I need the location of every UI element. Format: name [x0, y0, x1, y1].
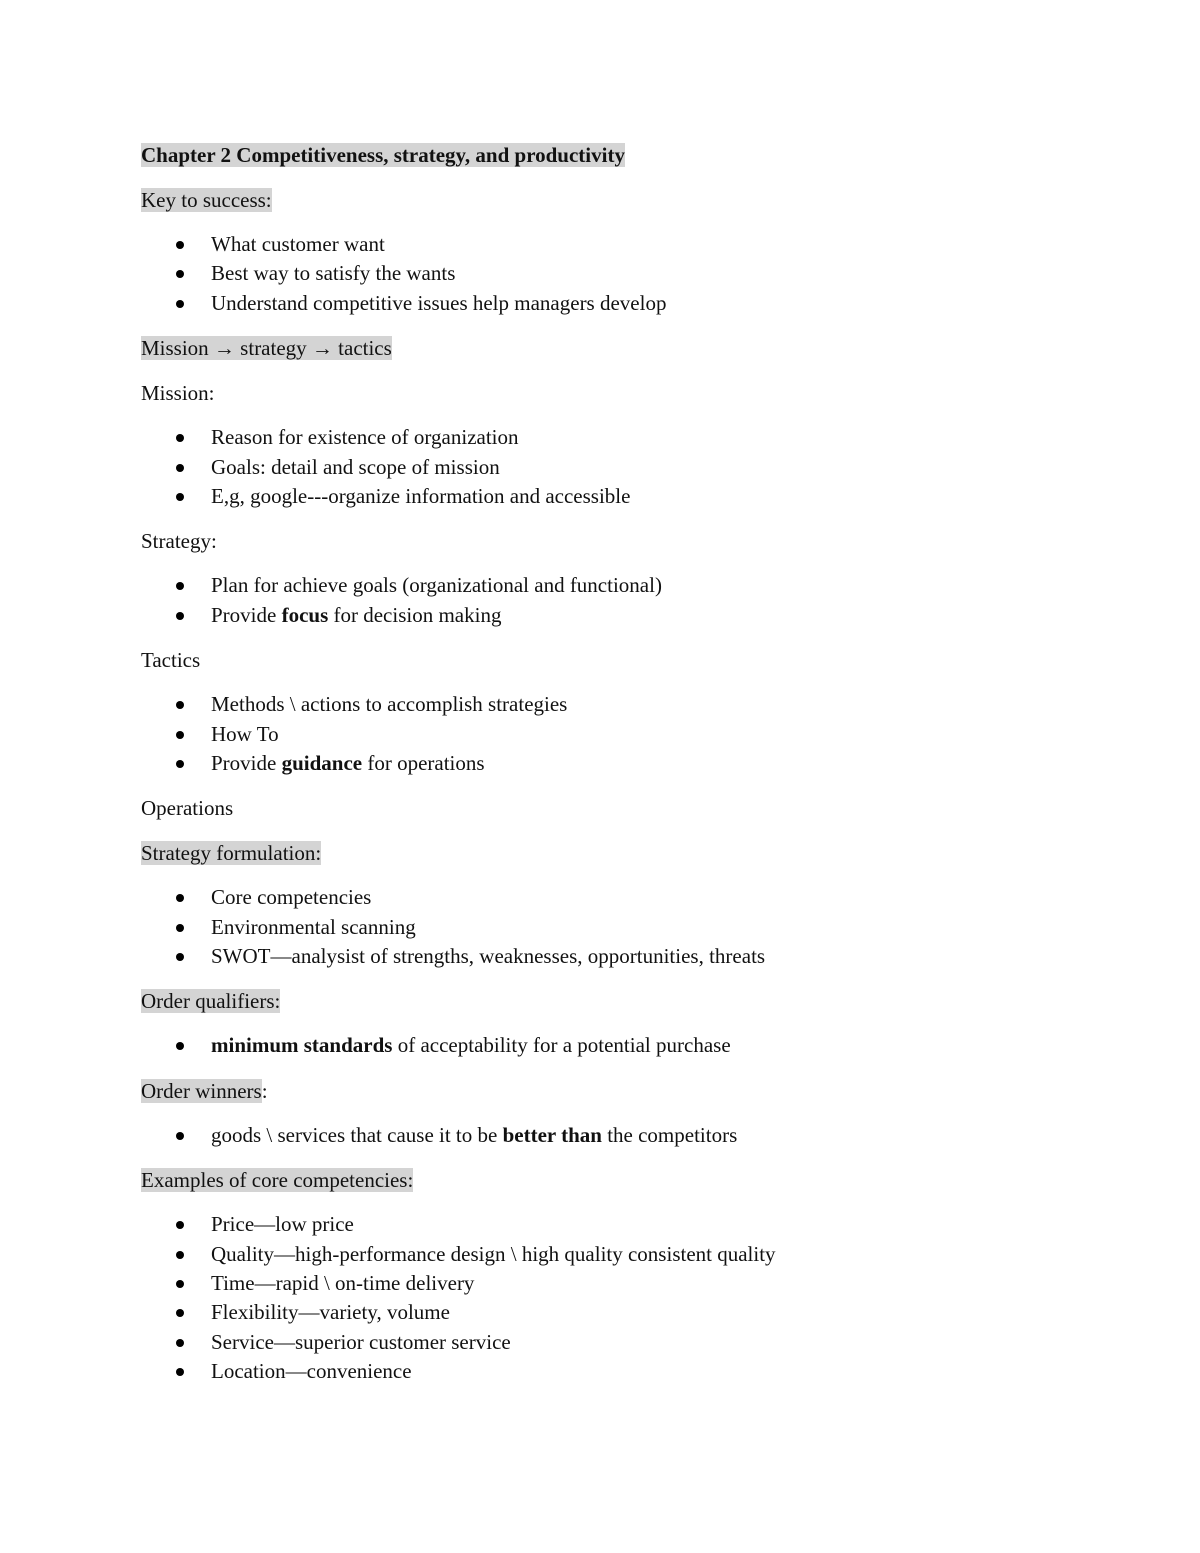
strategy-formulation-list	[141, 883, 1101, 971]
item-text: of acceptability for a potential purchase	[392, 1033, 731, 1058]
order-qualifiers-heading: Order qualifiers:	[141, 989, 281, 1014]
list-item: Goals: detail and scope of mission	[141, 453, 1101, 482]
list-item: Location—convenience	[141, 1357, 1101, 1386]
core-competencies-heading: Examples of core competencies:	[141, 1168, 414, 1193]
list-item	[141, 601, 1101, 630]
list-item: Best way to satisfy the wants	[141, 259, 1101, 288]
tactics-heading: Tactics	[141, 648, 201, 673]
key-to-success-heading: Key to success:	[141, 188, 272, 212]
list-item: How To	[141, 720, 1101, 749]
list-item: What customer want	[141, 230, 1101, 259]
list-item: Understand competitive issues help managers develop	[141, 289, 1101, 318]
order-qualifiers-heading-paragraph	[141, 986, 1101, 1016]
bold-term: focus	[281, 602, 329, 627]
core-competencies-heading-paragraph	[141, 1165, 1101, 1195]
list-item: E,g, google---organize information and accessible	[141, 482, 1101, 511]
list-item	[141, 749, 1101, 778]
item-text: the competitors	[601, 1122, 738, 1147]
bold-term: better than	[502, 1122, 602, 1147]
strategy-list	[141, 571, 1101, 630]
mission-heading: Mission:	[141, 381, 215, 406]
mission-strategy-tactics-flow: Mission → strategy → tactics	[141, 336, 392, 361]
core-competencies-list	[141, 1210, 1101, 1386]
strategy-heading: Strategy:	[141, 529, 217, 554]
list-item: Environmental scanning	[141, 913, 1101, 942]
strategy-formulation-heading-paragraph	[141, 838, 1101, 868]
list-item: Reason for existence of organization	[141, 423, 1101, 452]
strategy-formulation-heading: Strategy formulation:	[141, 841, 322, 866]
item-text: goods \ services that cause it to be	[211, 1122, 503, 1147]
item-text: Provide	[211, 602, 282, 627]
list-item: Flexibility—variety, volume	[141, 1298, 1101, 1327]
list-item	[141, 1031, 1101, 1060]
order-winners-heading-paragraph	[141, 1076, 1101, 1106]
tactics-list	[141, 690, 1101, 778]
item-text: for decision making	[328, 602, 502, 627]
order-winners-heading-suffix: :	[261, 1078, 268, 1103]
list-item: Service—superior customer service	[141, 1328, 1101, 1357]
list-item	[141, 1121, 1101, 1150]
chapter-title-paragraph	[141, 140, 1101, 170]
order-qualifiers-list	[141, 1031, 1101, 1060]
list-item: Time—rapid \ on-time delivery	[141, 1269, 1101, 1298]
list-item: Core competencies	[141, 883, 1101, 912]
order-winners-heading: Order winners	[141, 1078, 262, 1103]
chapter-title: Chapter 2 Competitiveness, strategy, and productivity	[141, 143, 625, 167]
list-item: Quality—high-performance design \ high quality consistent quality	[141, 1240, 1101, 1269]
mission-list	[141, 423, 1101, 511]
list-item: SWOT—analysist of strengths, weaknesses, opportunities, threats	[141, 942, 1101, 971]
item-text: Provide	[211, 750, 282, 775]
document-body	[141, 140, 1101, 1402]
key-to-success-heading-paragraph	[141, 185, 1101, 215]
bold-term: guidance	[281, 750, 363, 775]
list-item: Methods \ actions to accomplish strategies	[141, 690, 1101, 719]
bold-term: minimum standards	[211, 1033, 393, 1058]
flow-paragraph	[141, 333, 1101, 363]
order-winners-list	[141, 1121, 1101, 1150]
key-to-success-list	[141, 230, 1101, 318]
list-item: Plan for achieve goals (organizational and functional)	[141, 571, 1101, 600]
list-item: Price—low price	[141, 1210, 1101, 1239]
operations-heading: Operations	[141, 796, 234, 821]
item-text: for operations	[362, 750, 485, 775]
